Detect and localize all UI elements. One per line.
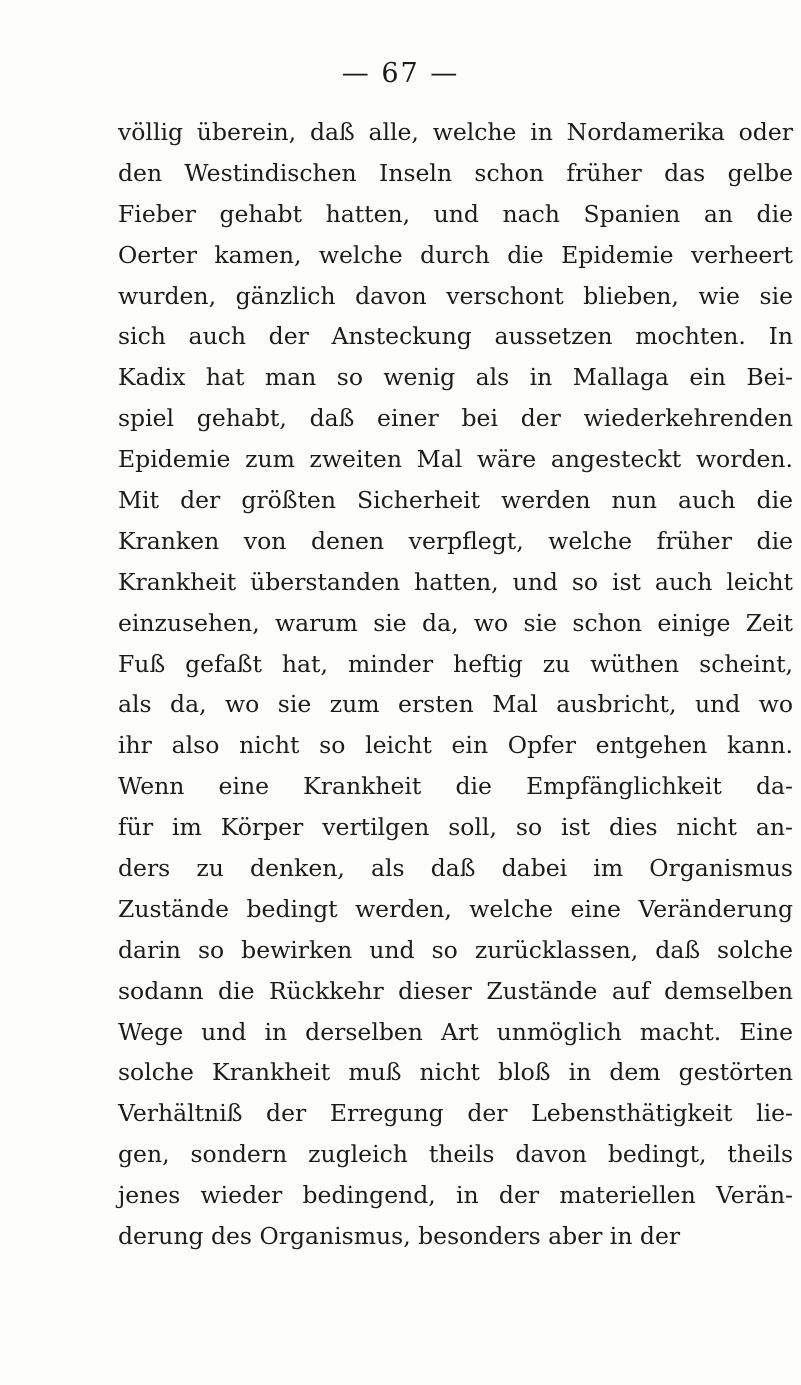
text-line: für im Körper vertilgen soll, so ist dies nicht an-	[118, 813, 793, 842]
text-line: gen, sondern zugleich theils davon bedingt, theils	[118, 1140, 793, 1169]
text-line: Wenn eine Krankheit die Empfänglichkeit da-	[118, 772, 793, 801]
text-line: Mit der größten Sicherheit werden nun auch die	[118, 486, 793, 515]
text-line: ders zu denken, als daß dabei im Organismus	[118, 854, 793, 883]
text-line: einzusehen, warum sie da, wo sie schon einige Zeit	[118, 608, 793, 637]
text-line: sodann die Rückkehr dieser Zustände auf demselben	[118, 976, 793, 1005]
text-line: jenes wieder bedingend, in der materiellen Verän-	[118, 1181, 793, 1210]
text-line: den Westindischen Inseln schon früher das gelbe	[118, 158, 793, 187]
text-line: derung des Organismus, besonders aber in der	[118, 1222, 681, 1251]
text-line: wurden, gänzlich davon verschont blieben, wie sie	[118, 281, 793, 310]
body-text	[118, 112, 793, 1257]
text-line: Fuß gefaßt hat, minder heftig zu wüthen scheint,	[118, 649, 793, 678]
text-line: spiel gehabt, daß einer bei der wiederkehrenden	[118, 404, 793, 433]
page-number: — 67 —	[341, 58, 460, 89]
text-line: Verhältniß der Erregung der Lebensthätigkeit lie-	[118, 1099, 793, 1128]
text-line: darin so bewirken und so zurücklassen, daß solche	[118, 935, 793, 964]
text-line: Epidemie zum zweiten Mal wäre angesteckt worden.	[118, 445, 793, 474]
text-line: Oerter kamen, welche durch die Epidemie verheert	[118, 240, 793, 269]
text-line: Kranken von denen verpflegt, welche früher die	[118, 526, 793, 555]
text-line: Wege und in derselben Art unmöglich macht. Eine	[118, 1017, 793, 1046]
text-line: Zustände bedingt werden, welche eine Veränderung	[118, 894, 793, 923]
text-line: Kadix hat man so wenig als in Mallaga ein Bei-	[118, 363, 793, 392]
text-line: als da, wo sie zum ersten Mal ausbricht, und wo	[118, 690, 793, 719]
text-line: Fieber gehabt hatten, und nach Spanien an die	[118, 199, 793, 228]
text-line: Krankheit überstanden hatten, und so ist auch leicht	[118, 567, 793, 596]
text-line: völlig überein, daß alle, welche in Nordamerika oder	[118, 118, 793, 146]
text-line: sich auch der Ansteckung aussetzen mochten. In	[118, 322, 793, 351]
text-line: ihr also nicht so leicht ein Opfer entgehen kann.	[118, 731, 793, 760]
text-line: solche Krankheit muß nicht bloß in dem gestörten	[118, 1058, 793, 1087]
